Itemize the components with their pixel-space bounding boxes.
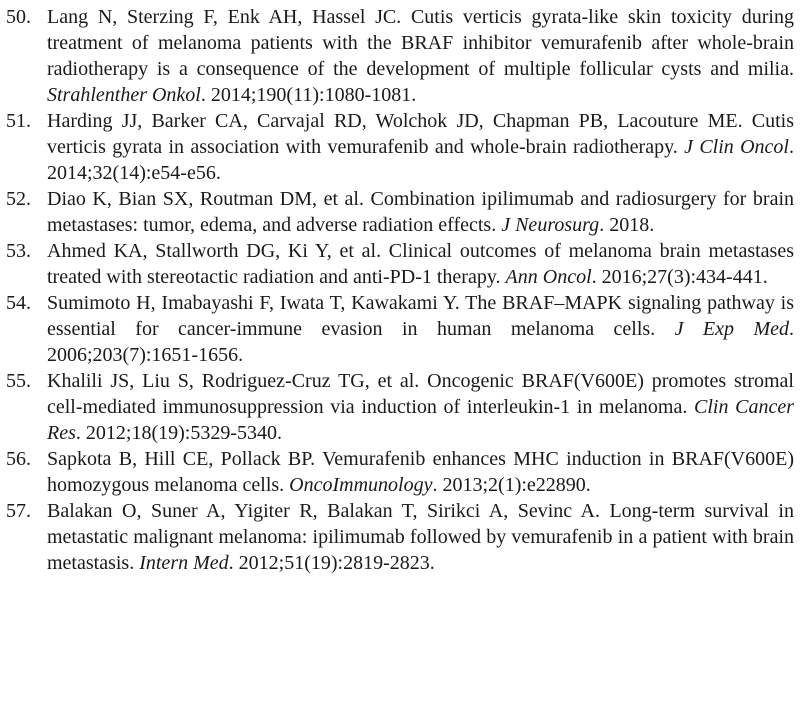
reference-authors-title: Khalili JS, Liu S, Rodriguez-Cruz TG, et al. Oncogenic BRAF(V600E) promotes stromal cell-mediated immunosuppression via induction of interleukin-1 in melanoma. [47, 370, 794, 418]
reference-number: 55. [6, 370, 31, 392]
reference-journal: OncoImmunology [289, 474, 433, 496]
reference-authors-title: Harding JJ, Barker CA, Carvajal RD, Wolchok JD, Chapman PB, Lacouture ME. Cutis verticis gyrata in association with vemurafenib and whole-brain radiotherapy. [47, 110, 794, 158]
reference-number: 53. [6, 240, 31, 262]
reference-authors-title: Sumimoto H, Imabayashi F, Iwata T, Kawakami Y. The BRAF–MAPK signaling pathway is essential for cancer-immune evasion in human melanoma cells. [47, 292, 794, 340]
reference-journal: J Neurosurg [501, 214, 600, 236]
reference-item-53 [6, 238, 794, 290]
reference-item-52 [6, 186, 794, 238]
reference-number: 50. [6, 6, 31, 28]
reference-list [6, 4, 794, 576]
reference-citation: . 2016;27(3):434-441. [591, 266, 768, 288]
reference-citation: . 2018. [599, 214, 655, 236]
reference-authors-title: Diao K, Bian SX, Routman DM, et al. Combination ipilimumab and radiosurgery for brain metastases: tumor, edema, and adverse radiation effects. [47, 188, 794, 236]
reference-journal: Ann Oncol [505, 266, 592, 288]
reference-journal: J Clin Oncol [684, 136, 789, 158]
reference-authors-title: Sapkota B, Hill CE, Pollack BP. Vemurafenib enhances MHC induction in BRAF(V600E) homozygous melanoma cells. [47, 448, 794, 496]
reference-citation: . 2014;190(11):1080-1081. [200, 84, 417, 106]
reference-item-54 [6, 290, 794, 368]
reference-number: 57. [6, 500, 31, 522]
reference-item-57 [6, 498, 794, 576]
reference-citation: . 2014;32(14):e54-e56. [47, 136, 794, 184]
reference-number: 54. [6, 292, 31, 314]
reference-journal: Clin Cancer Res [47, 396, 794, 444]
reference-citation: . 2012;18(19):5329-5340. [75, 422, 282, 444]
reference-number: 56. [6, 448, 31, 470]
reference-citation: . 2006;203(7):1651-1656. [47, 318, 794, 366]
reference-number: 51. [6, 110, 31, 132]
reference-citation: . 2013;2(1):e22890. [432, 474, 591, 496]
reference-item-55 [6, 368, 794, 446]
reference-number: 52. [6, 188, 31, 210]
reference-authors-title: Balakan O, Suner A, Yigiter R, Balakan T, Sirikci A, Sevinc A. Long-term survival in metastatic malignant melanoma: ipilimumab followed by vemurafenib in a patient with brain metastasis. [47, 500, 794, 574]
reference-journal: J Exp Med [674, 318, 789, 340]
reference-authors-title: Lang N, Sterzing F, Enk AH, Hassel JC. Cutis verticis gyrata-like skin toxicity during treatment of melanoma patients with the BRAF inhibitor vemurafenib after whole-brain radiotherapy is a consequence of the development of multiple follicular cysts and milia. [47, 6, 794, 80]
reference-item-56 [6, 446, 794, 498]
reference-item-51 [6, 108, 794, 186]
reference-authors-title: Ahmed KA, Stallworth DG, Ki Y, et al. Clinical outcomes of melanoma brain metastases treated with stereotactic radiation and anti-PD-1 therapy. [47, 240, 794, 288]
reference-citation: . 2012;51(19):2819-2823. [228, 552, 435, 574]
reference-journal: Strahlenther Onkol [47, 84, 201, 106]
reference-item-50 [6, 4, 794, 108]
reference-journal: Intern Med [139, 552, 229, 574]
